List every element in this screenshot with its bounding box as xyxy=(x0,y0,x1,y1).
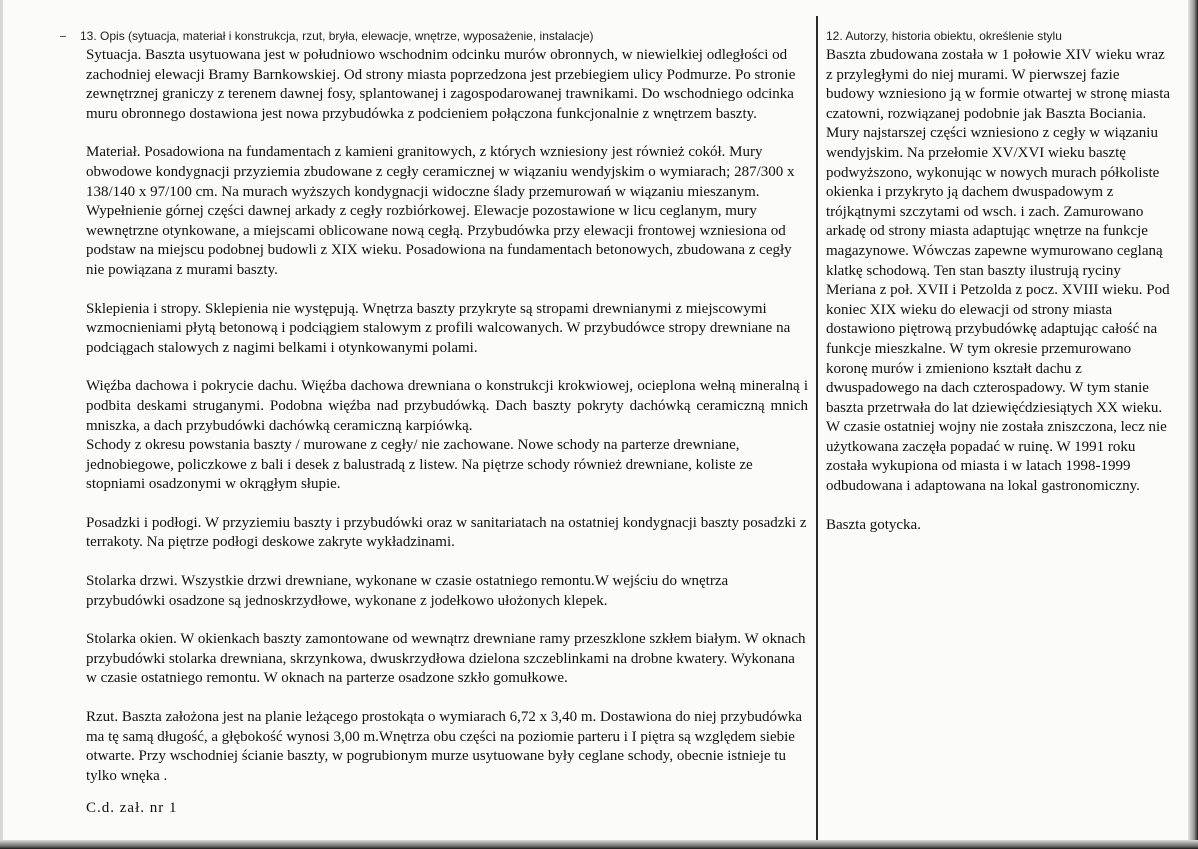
floors-paragraph: Posadzki i podłogi. W przyziemiu baszty i przybudówki oraz w sanitariatach na ostatniej kondygnacji baszty posadzki z terrakoty. Na piętrze podłogi deskowe zakryte wykładzinami. xyxy=(86,514,807,551)
windows-paragraph: Stolarka okien. W okienkach baszty zamontowane od wewnątrz drewniane ramy przeszklone szkłem białym. W oknach przybudówki stolarka drewniana, skrzynkowa, dwuskrzydłowa dzielona szczeblinkami na drobne kwatery. Wykonana w czasie ostatniego remontu. W oknach na parterze osadzone szkło gomułkowe. xyxy=(86,631,806,687)
history-header: 12. Autorzy, historia obiektu, określenie stylu xyxy=(826,29,1062,43)
history-column xyxy=(826,28,1171,554)
roof-truss-paragraph: Więźba dachowa i pokrycie dachu. Więźba dachowa drewniana o konstrukcji krokwiowej, ocieplona wełną mineralną i podbita deskami struganymi. Podobna więźba nad przybudówką. Dach baszty pokryty dachówką ceramiczną mnich mniszka, a dach przybudówki dachówką ceramiczną karpiówką. xyxy=(86,378,808,434)
margin-mark xyxy=(60,36,66,37)
floor-plan-paragraph: Rzut. Baszta założona jest na planie leżącego prostokąta o wymiarach 6,72 x 3,40 m. Dostawiona do niej przybudówka ma tę samą długość, a głębokość wynosi 3,00 m.Wnętrza obu części na poziomie parteru i I piętra są względem siebie otwarte. Przy wschodniej ścianie baszty, w pogrubionym murze usytuowane były ceglane schody, obecnie istnieje tu tylko wnęka . xyxy=(86,709,803,784)
style-paragraph: Baszta gotycka. xyxy=(826,516,921,533)
description-column xyxy=(80,28,808,805)
situation-paragraph: Sytuacja. Baszta usytuowana jest w południowo wschodnim odcinku murów obronnych, w niewielkiej odległości od zachodniej elewacji Bramy Barnkowskiej. Od strony miasta poprzedzona jest przebiegiem ulicy Podmurze. Po stronie zewnętrznej graniczy z terenem dawnej fosy, splantowanej i zagospodarowanej trawnikami. Do wschodniego odcinka muru obronnego dostawiona jest nowa przybudówka z podcieniem połączona funkcjonalnie z wnętrzem baszty. xyxy=(86,47,796,122)
column-divider xyxy=(816,16,818,841)
page-right-edge xyxy=(1188,0,1198,849)
page-left-edge xyxy=(0,0,3,849)
history-paragraph: Baszta zbudowana została w 1 połowie XIV wieku wraz z przyległymi do niej murami. W pierwszej fazie budowy wzniesiono ją w formie otwartej w stronę miasta czatowni, rozwiązanej podobnie jak Baszta Bociania. Mury najstarszej części wzniesiono z cegły w wiązaniu wendyjskim. Na przełomie XV/XVI wieku basztę podwyższono, wykonując w nowych murach półkoliste okienka i przykryto ją dachem dwuspadowym z trójkątnymi szczytami od wsch. i zach. Zamurowano arkadę od strony miasta adaptując wnętrze na funkcje magazynowe. Wówczas zapewne wymurowano ceglaną klatkę schodową. Ten stan baszty ilustrują ryciny Meriana z poł. XVII i Petzolda z pocz. XVIII wieku. Pod koniec XIX wieku do elewacji od strony miasta dostawiono piętrową przybudówkę adaptując całość na funkcje mieszkalne. W tym okresie przemurowano koronę murów i zmieniono kształt dachu z dwuspadowego na dach czterospadowy. W tym stanie baszta przetrwała do lat dziewięćdziesiątych XX wieku. W czasie ostatniej wojny nie została zniszczona, lecz nie użytkowana zaczęła popadać w ruinę. W 1991 roku została wykupiona od miasta i w latach 1998-1999 odbudowana i adaptowana na lokal gastronomiczny. xyxy=(826,47,1171,495)
continuation-note: C.d. zał. nr 1 xyxy=(86,800,178,812)
material-paragraph: Materiał. Posadowiona na fundamentach z kamieni granitowych, z których wzniesiony jest również cokół. Mury obwodowe kondygnacji przyziemia zbudowane z cegły ceramicznej w wiązaniu wendyjskim o wymiarach; 287/300 x 138/140 x 97/100 cm. Na murach wyższych kondygnacji widoczne ślady przemurowań w wiązaniu mieszanym. Wypełnienie górnej części dawnej arkady z cegły rozbiórkowej. Elewacje pozostawione w licu ceglanym, mury wewnętrzne otynkowane, a miejscami oblicowane nową cegłą. Przybudówka przy elewacji frontowej wzniesiona od podstaw na miejscu podobnej budowli z XIX wieku. Posadowiona na fundamentach betonowych, zbudowana z cegły nie powiązana z murami baszty. xyxy=(86,144,795,278)
stairs-paragraph: Schody z okresu powstania baszty / murowane z cegły/ nie zachowane. Nowe schody na parterze drewniane, jednobiegowe, policzkowe z bali i desek z balustradą z listew. Na piętrze schody również drewniane, koliste ze stopniami osadzonymi w okrągłym słupie. xyxy=(86,437,753,493)
doors-paragraph: Stolarka drzwi. Wszystkie drzwi drewniane, wykonane w czasie ostatniego remontu.W wejściu do wnętrza przybudówki osadzone są jednoskrzydłowe, wykonane z jodełkowo ułożonych klepek. xyxy=(86,573,729,609)
description-header: 13. Opis (sytuacja, materiał i konstrukcja, rzut, bryła, elewacje, wnętrze, wyposażenie, instalacje) xyxy=(80,29,594,43)
page-bottom-edge xyxy=(0,840,1198,849)
vaults-ceilings-paragraph: Sklepienia i stropy. Sklepienia nie występują. Wnętrza baszty przykryte są stropami drewnianymi z miejscowymi wzmocnieniami płytą betonową i podciągiem stalowym z profili walcowanych. W przybudówce stropy drewniane na podciągach stalowych z nagimi belkami i otynkowanymi polami. xyxy=(86,300,791,356)
